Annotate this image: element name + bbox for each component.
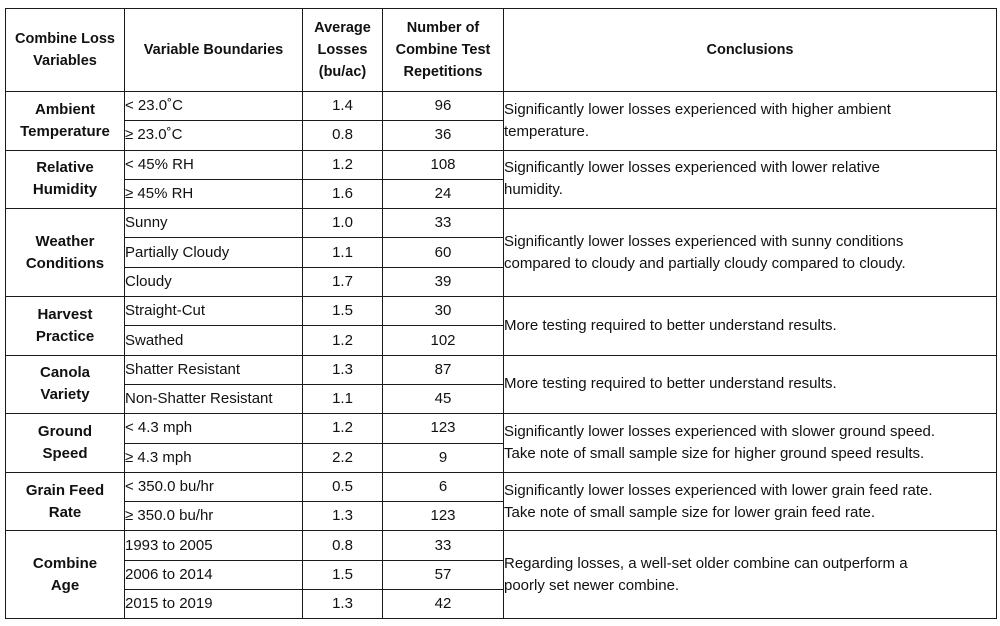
variable-name-line: Practice — [35, 327, 95, 345]
header-losses-line: Average — [314, 20, 371, 36]
header-conclusions: Conclusions — [504, 9, 997, 92]
repetitions-cell: 123 — [383, 414, 504, 443]
average-loss-cell: 0.5 — [303, 472, 383, 501]
repetitions-cell: 60 — [383, 238, 504, 267]
variable-name-cell — [6, 531, 125, 619]
average-loss-cell: 1.2 — [303, 150, 383, 179]
variable-name-line: Temperature — [20, 122, 110, 140]
variable-name-cell — [6, 414, 125, 473]
conclusion-cell — [504, 531, 997, 619]
variable-name-line: Ambient — [35, 100, 95, 118]
conclusion-line: Significantly lower losses experienced with lower relative — [504, 159, 881, 177]
average-loss-cell: 1.1 — [303, 384, 383, 413]
repetitions-cell: 36 — [383, 121, 504, 150]
repetitions-cell: 42 — [383, 590, 504, 619]
table-body — [6, 92, 997, 619]
header-repetitions-line: Number of — [406, 20, 480, 36]
average-loss-cell: 1.1 — [303, 238, 383, 267]
conclusion-cell — [504, 414, 997, 473]
average-loss-cell: 1.0 — [303, 209, 383, 238]
variable-name-line: Combine — [32, 554, 98, 572]
header-losses-line: Losses — [317, 42, 368, 58]
variable-name-line: Rate — [48, 503, 82, 521]
table-header — [6, 9, 997, 92]
header-variables — [6, 9, 125, 92]
boundary-cell: Straight-Cut — [125, 297, 303, 326]
conclusion-line: Significantly lower losses experienced with higher ambient — [504, 100, 891, 118]
average-loss-cell: 1.4 — [303, 92, 383, 121]
conclusion-cell — [504, 92, 997, 151]
average-loss-cell: 1.2 — [303, 326, 383, 355]
repetitions-cell: 6 — [383, 472, 504, 501]
average-loss-cell: 2.2 — [303, 443, 383, 472]
average-loss-cell: 1.3 — [303, 355, 383, 384]
table-row — [6, 472, 997, 501]
header-variables-line: Variables — [33, 53, 97, 69]
boundary-cell: < 45% RH — [125, 150, 303, 179]
variable-name-line: Humidity — [32, 181, 98, 199]
repetitions-cell: 24 — [383, 179, 504, 208]
boundary-cell: Shatter Resistant — [125, 355, 303, 384]
conclusion-line: More testing required to better understand results. — [504, 375, 837, 393]
variable-name-cell — [6, 92, 125, 151]
repetitions-cell: 102 — [383, 326, 504, 355]
variable-name-cell — [6, 355, 125, 414]
average-loss-cell: 1.2 — [303, 414, 383, 443]
conclusion-line: poorly set newer combine. — [504, 576, 680, 594]
table-row — [6, 92, 997, 121]
conclusion-line: Significantly lower losses experienced with lower grain feed rate. — [504, 481, 933, 499]
header-repetitions-line: Combine Test — [395, 42, 491, 58]
header-losses — [303, 9, 383, 92]
variable-name-line: Relative — [36, 159, 94, 177]
repetitions-cell: 33 — [383, 209, 504, 238]
header-repetitions — [383, 9, 504, 92]
repetitions-cell: 33 — [383, 531, 504, 560]
table-row — [6, 297, 997, 326]
boundary-cell: Sunny — [125, 209, 303, 238]
variable-name-line: Canola — [39, 364, 90, 382]
header-boundaries: Variable Boundaries — [125, 9, 303, 92]
repetitions-cell: 30 — [383, 297, 504, 326]
boundary-cell: < 23.0˚C — [125, 92, 303, 121]
conclusion-line: Take note of small sample size for lower grain feed rate. — [504, 503, 876, 521]
table-row — [6, 150, 997, 179]
repetitions-cell: 108 — [383, 150, 504, 179]
repetitions-cell: 9 — [383, 443, 504, 472]
conclusion-line: Take note of small sample size for higher ground speed results. — [504, 445, 925, 463]
header-variables-line: Combine Loss — [15, 31, 115, 47]
variable-name-line: Speed — [42, 445, 88, 463]
conclusion-cell — [504, 297, 997, 356]
average-loss-cell: 1.3 — [303, 502, 383, 531]
conclusion-line: More testing required to better understand results. — [504, 316, 837, 334]
variable-name-line: Grain Feed — [25, 481, 105, 499]
header-repetitions-line: Repetitions — [403, 64, 483, 80]
boundary-cell: < 350.0 bu/hr — [125, 472, 303, 501]
boundary-cell: 2006 to 2014 — [125, 560, 303, 589]
boundary-cell: Partially Cloudy — [125, 238, 303, 267]
boundary-cell: ≥ 350.0 bu/hr — [125, 502, 303, 531]
boundary-cell: Cloudy — [125, 267, 303, 296]
average-loss-cell: 0.8 — [303, 531, 383, 560]
average-loss-cell: 0.8 — [303, 121, 383, 150]
boundary-cell: Swathed — [125, 326, 303, 355]
variable-name-line: Conditions — [25, 254, 105, 272]
repetitions-cell: 39 — [383, 267, 504, 296]
variable-name-line: Harvest — [37, 305, 93, 323]
conclusion-line: Significantly lower losses experienced with slower ground speed. — [504, 423, 936, 441]
conclusion-line: humidity. — [504, 181, 563, 199]
conclusion-cell — [504, 209, 997, 297]
average-loss-cell: 1.5 — [303, 560, 383, 589]
header-losses-line: (bu/ac) — [318, 64, 367, 80]
repetitions-cell: 96 — [383, 92, 504, 121]
repetitions-cell: 123 — [383, 502, 504, 531]
boundary-cell: < 4.3 mph — [125, 414, 303, 443]
boundary-cell: ≥ 23.0˚C — [125, 121, 303, 150]
table-row — [6, 414, 997, 443]
variable-name-line: Ground — [37, 423, 93, 441]
conclusion-cell — [504, 472, 997, 531]
variable-name-cell — [6, 472, 125, 531]
repetitions-cell: 45 — [383, 384, 504, 413]
table-row — [6, 355, 997, 384]
boundary-cell: ≥ 45% RH — [125, 179, 303, 208]
conclusion-cell — [504, 150, 997, 209]
boundary-cell: ≥ 4.3 mph — [125, 443, 303, 472]
average-loss-cell: 1.7 — [303, 267, 383, 296]
conclusion-line: compared to cloudy and partially cloudy compared to cloudy. — [504, 254, 906, 272]
combine-loss-table — [5, 8, 997, 619]
table-row — [6, 531, 997, 560]
variable-name-line: Age — [50, 576, 80, 594]
table-row — [6, 209, 997, 238]
conclusion-line: Significantly lower losses experienced with sunny conditions — [504, 232, 904, 250]
variable-name-cell — [6, 209, 125, 297]
conclusion-cell — [504, 355, 997, 414]
average-loss-cell: 1.6 — [303, 179, 383, 208]
boundary-cell: 1993 to 2005 — [125, 531, 303, 560]
conclusion-line: temperature. — [504, 122, 590, 140]
variable-name-line: Variety — [40, 386, 90, 404]
average-loss-cell: 1.5 — [303, 297, 383, 326]
header-row — [6, 9, 997, 92]
repetitions-cell: 57 — [383, 560, 504, 589]
average-loss-cell: 1.3 — [303, 590, 383, 619]
conclusion-line: Regarding losses, a well-set older combine can outperform a — [504, 554, 908, 572]
boundary-cell: 2015 to 2019 — [125, 590, 303, 619]
repetitions-cell: 87 — [383, 355, 504, 384]
variable-name-line: Weather — [35, 232, 95, 250]
variable-name-cell — [6, 150, 125, 209]
variable-name-cell — [6, 297, 125, 356]
boundary-cell: Non-Shatter Resistant — [125, 384, 303, 413]
